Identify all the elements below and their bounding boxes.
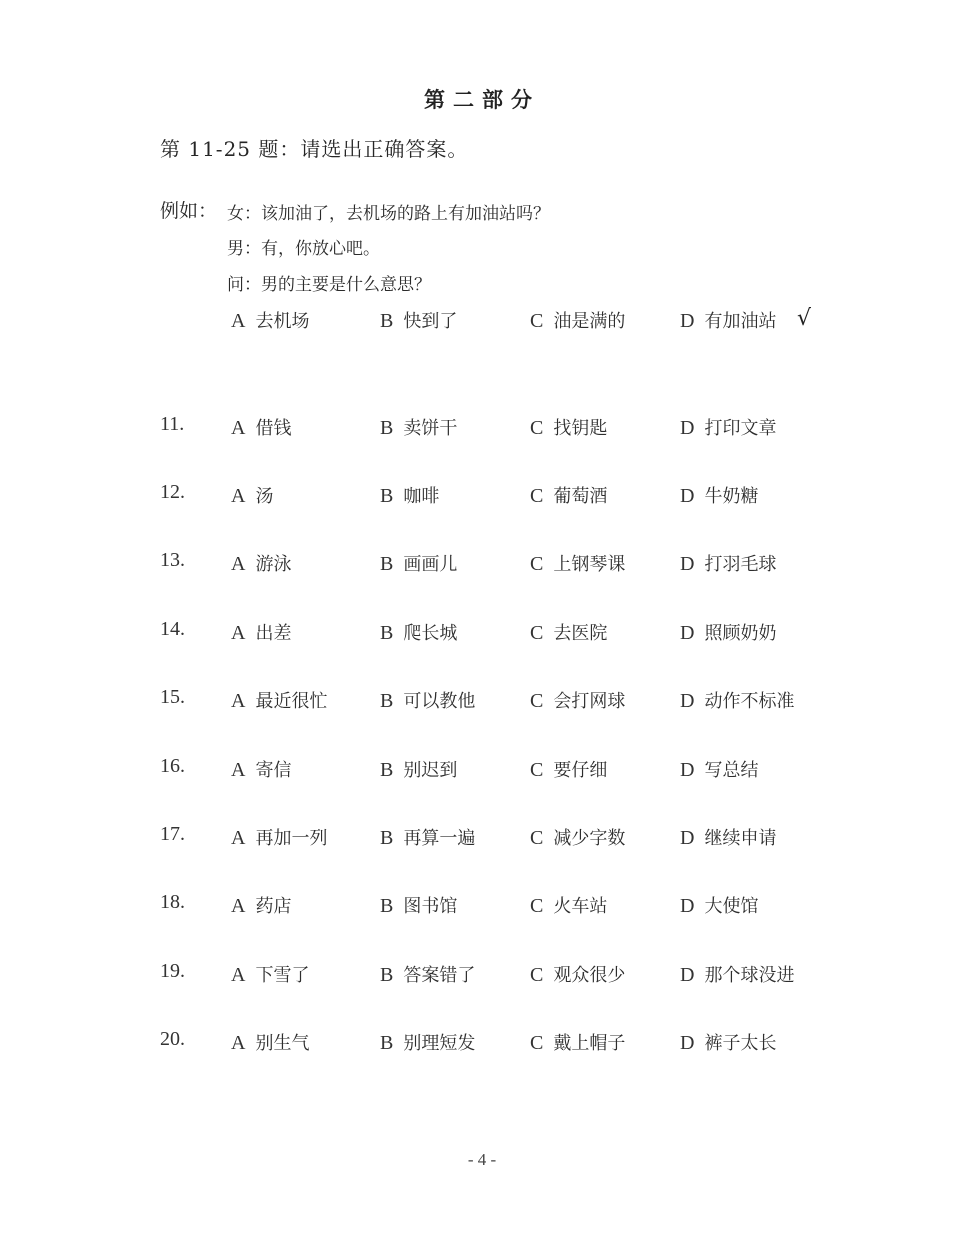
option-text: 上钢琴课 xyxy=(553,554,626,575)
option-b xyxy=(380,687,475,713)
option-text: 药店 xyxy=(255,896,292,917)
option-text: 别生气 xyxy=(255,1033,310,1054)
option-text: 减少字数 xyxy=(553,828,626,849)
option-letter: A xyxy=(231,827,246,849)
option-text: 葡萄酒 xyxy=(553,486,608,507)
example-option-b: B 快到了 xyxy=(380,310,458,332)
option-c xyxy=(530,414,607,440)
option-letter: A xyxy=(231,964,246,986)
option-text: 动作不标准 xyxy=(704,691,795,712)
option-letter: C xyxy=(530,553,544,575)
option-b xyxy=(380,756,457,782)
option-text: 别理短发 xyxy=(403,1033,476,1054)
option-a xyxy=(231,687,327,713)
option-c xyxy=(530,482,607,508)
option-letter: C xyxy=(530,964,544,986)
option-text: 去医院 xyxy=(553,623,608,644)
option-text: 下雪了 xyxy=(255,965,310,986)
option-text: 大使馆 xyxy=(704,896,759,917)
option-text: 画画儿 xyxy=(403,554,458,575)
option-letter: D xyxy=(680,417,695,439)
option-b xyxy=(380,414,457,440)
option-letter: A xyxy=(231,622,246,644)
option-text: 图书馆 xyxy=(403,896,458,917)
option-letter: D xyxy=(680,759,695,781)
option-text: 再算一遍 xyxy=(403,828,476,849)
option-d xyxy=(680,756,758,782)
option-text: 卖饼干 xyxy=(403,418,458,439)
option-d xyxy=(680,687,794,713)
option-letter: B xyxy=(380,1032,394,1054)
option-letter: D xyxy=(680,485,695,507)
option-letter: A xyxy=(231,485,246,507)
question-number: 14. xyxy=(160,618,185,640)
option-text: 找钥匙 xyxy=(553,418,608,439)
option-letter: A xyxy=(231,759,246,781)
option-d xyxy=(680,414,776,440)
option-text: 牛奶糖 xyxy=(704,486,759,507)
option-d xyxy=(680,961,794,987)
option-d xyxy=(680,1029,776,1055)
option-letter: D xyxy=(680,1032,695,1054)
option-text: 观众很少 xyxy=(553,965,626,986)
option-c xyxy=(530,756,607,782)
option-b xyxy=(380,961,475,987)
option-b xyxy=(380,550,457,576)
option-a xyxy=(231,756,291,782)
example-option-d: D 有加油站 xyxy=(680,310,777,332)
option-text: 爬长城 xyxy=(403,623,458,644)
option-d xyxy=(680,892,758,918)
option-letter: B xyxy=(380,964,394,986)
option-letter: B xyxy=(380,690,394,712)
option-c xyxy=(530,824,625,850)
option-text: 借钱 xyxy=(255,418,292,439)
question-number: 20. xyxy=(160,1028,185,1050)
question-number: 15. xyxy=(160,686,185,708)
option-letter: B xyxy=(380,827,394,849)
option-text: 游泳 xyxy=(255,554,292,575)
option-c xyxy=(530,961,625,987)
example-option-c: C 油是满的 xyxy=(530,310,626,332)
option-letter: A xyxy=(231,553,246,575)
option-text: 汤 xyxy=(255,486,274,507)
page-number: - 4 - xyxy=(467,1150,497,1169)
option-text: 继续申请 xyxy=(704,828,777,849)
option-c xyxy=(530,892,607,918)
option-text: 火车站 xyxy=(553,896,608,917)
option-d xyxy=(680,824,776,850)
option-letter: B xyxy=(380,759,394,781)
option-text: 照顾奶奶 xyxy=(704,623,777,644)
option-c xyxy=(530,550,625,576)
question-number: 19. xyxy=(160,960,185,982)
option-letter: C xyxy=(530,690,544,712)
option-text: 咖啡 xyxy=(403,486,440,507)
question-number: 17. xyxy=(160,823,185,845)
option-a xyxy=(231,892,291,918)
option-letter: D xyxy=(680,895,695,917)
option-letter: B xyxy=(380,485,394,507)
question-number: 12. xyxy=(160,481,185,503)
option-text: 可以教他 xyxy=(403,691,476,712)
question-number: 11. xyxy=(160,413,185,435)
example-line-question: 问：男的主要是什么意思？ xyxy=(227,275,431,295)
option-letter: A xyxy=(231,1032,246,1054)
question-number: 16. xyxy=(160,755,185,777)
option-text: 要仔细 xyxy=(553,760,608,781)
option-d xyxy=(680,482,758,508)
option-letter: A xyxy=(231,895,246,917)
option-text: 答案错了 xyxy=(403,965,476,986)
option-a xyxy=(231,550,291,576)
option-a xyxy=(231,961,309,987)
option-text: 打羽毛球 xyxy=(704,554,777,575)
section-title: 第二部分 xyxy=(424,87,540,112)
option-letter: A xyxy=(231,417,246,439)
option-b xyxy=(380,892,457,918)
option-letter: C xyxy=(530,1032,544,1054)
option-letter: B xyxy=(380,417,394,439)
checkmark-icon: √ xyxy=(797,306,812,331)
option-text: 打印文章 xyxy=(704,418,777,439)
option-b xyxy=(380,1029,475,1055)
option-text: 再加一列 xyxy=(255,828,328,849)
option-letter: A xyxy=(231,690,246,712)
question-number: 18. xyxy=(160,891,185,913)
option-b xyxy=(380,482,439,508)
option-letter: D xyxy=(680,622,695,644)
option-c xyxy=(530,1029,625,1055)
option-text: 戴上帽子 xyxy=(553,1033,626,1054)
option-text: 最近很忙 xyxy=(255,691,328,712)
example-option-a: A 去机场 xyxy=(231,310,310,332)
option-letter: D xyxy=(680,690,695,712)
option-text: 那个球没进 xyxy=(704,965,795,986)
option-letter: C xyxy=(530,759,544,781)
option-b xyxy=(380,619,457,645)
option-a xyxy=(231,414,291,440)
option-text: 出差 xyxy=(255,623,292,644)
option-letter: B xyxy=(380,622,394,644)
option-letter: C xyxy=(530,827,544,849)
option-letter: C xyxy=(530,622,544,644)
option-d xyxy=(680,550,776,576)
option-text: 别迟到 xyxy=(403,760,458,781)
example-label: 例如： xyxy=(160,200,218,222)
option-letter: D xyxy=(680,964,695,986)
option-a xyxy=(231,1029,309,1055)
option-text: 会打网球 xyxy=(553,691,626,712)
question-number: 13. xyxy=(160,549,185,571)
option-letter: B xyxy=(380,895,394,917)
example-line-woman: 女：该加油了，去机场的路上有加油站吗？ xyxy=(227,204,550,224)
option-letter: D xyxy=(680,827,695,849)
option-c xyxy=(530,619,607,645)
option-letter: C xyxy=(530,417,544,439)
option-letter: B xyxy=(380,553,394,575)
option-a xyxy=(231,619,291,645)
option-a xyxy=(231,824,327,850)
option-letter: D xyxy=(680,553,695,575)
option-a xyxy=(231,482,273,508)
option-text: 裤子太长 xyxy=(704,1033,777,1054)
option-d xyxy=(680,619,776,645)
option-b xyxy=(380,824,475,850)
option-text: 寄信 xyxy=(255,760,292,781)
option-text: 写总结 xyxy=(704,760,759,781)
option-letter: C xyxy=(530,485,544,507)
example-line-man: 男：有，你放心吧。 xyxy=(227,239,380,259)
option-c xyxy=(530,687,625,713)
option-letter: C xyxy=(530,895,544,917)
instruction: 第 11-25 题：请选出正确答案。 xyxy=(160,137,469,161)
